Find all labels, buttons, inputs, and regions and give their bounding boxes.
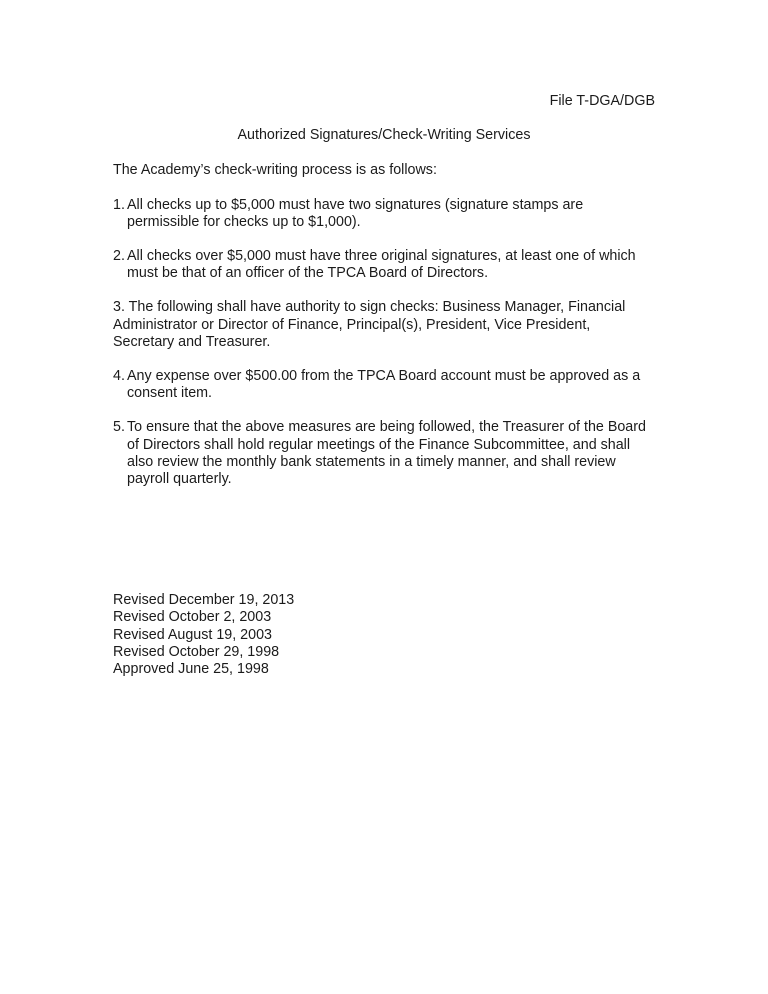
list-item-1-number: 1. bbox=[113, 196, 125, 213]
revision-line: Revised December 19, 2013 bbox=[113, 592, 295, 609]
list-item-4-text: Any expense over $500.00 from the TPCA Board account must be approved as a consent item. bbox=[127, 368, 641, 402]
list-item-1 bbox=[113, 197, 655, 231]
list-item-5-number: 5. bbox=[113, 419, 125, 436]
list-item-5 bbox=[113, 419, 655, 488]
list-item-2 bbox=[113, 248, 655, 282]
list-item-4-number: 4. bbox=[113, 368, 125, 385]
list-item-5-text: To ensure that the above measures are being followed, the Treasurer of the Board of Directors shall hold regular meetings of the Finance Subcommittee, and shall also review the monthly bank statements in a timely manner, and shall review payroll quarterly. bbox=[127, 419, 646, 488]
intro-paragraph: The Academy’s check-writing process is as follows: bbox=[113, 162, 437, 179]
list-item-3-text: The following shall have authority to sign checks: Business Manager, Financial Administrator or Director of Finance, Principal(s), President, Vice President, Secretary and Treasurer. bbox=[113, 299, 626, 350]
document-title: Authorized Signatures/Check-Writing Services bbox=[237, 127, 531, 144]
list-item-3 bbox=[113, 299, 655, 351]
list-item-2-number: 2. bbox=[113, 248, 125, 265]
file-reference: File T-DGA/DGB bbox=[549, 93, 655, 109]
revision-line: Revised August 19, 2003 bbox=[113, 626, 272, 643]
revision-line: Revised October 2, 2003 bbox=[113, 609, 272, 626]
revision-line: Revised October 29, 1998 bbox=[113, 643, 280, 660]
list-item-2-text: All checks over $5,000 must have three original signatures, at least one of which must be that of an officer of the TPCA Board of Directors. bbox=[127, 248, 636, 282]
list-item-1-text: All checks up to $5,000 must have two signatures (signature stamps are permissible for checks up to $1,000). bbox=[127, 196, 584, 230]
revision-line: Approved June 25, 1998 bbox=[113, 661, 269, 678]
list-item-3-number: 3. bbox=[113, 299, 125, 316]
list-item-4 bbox=[113, 368, 655, 402]
revision-history bbox=[113, 592, 655, 678]
